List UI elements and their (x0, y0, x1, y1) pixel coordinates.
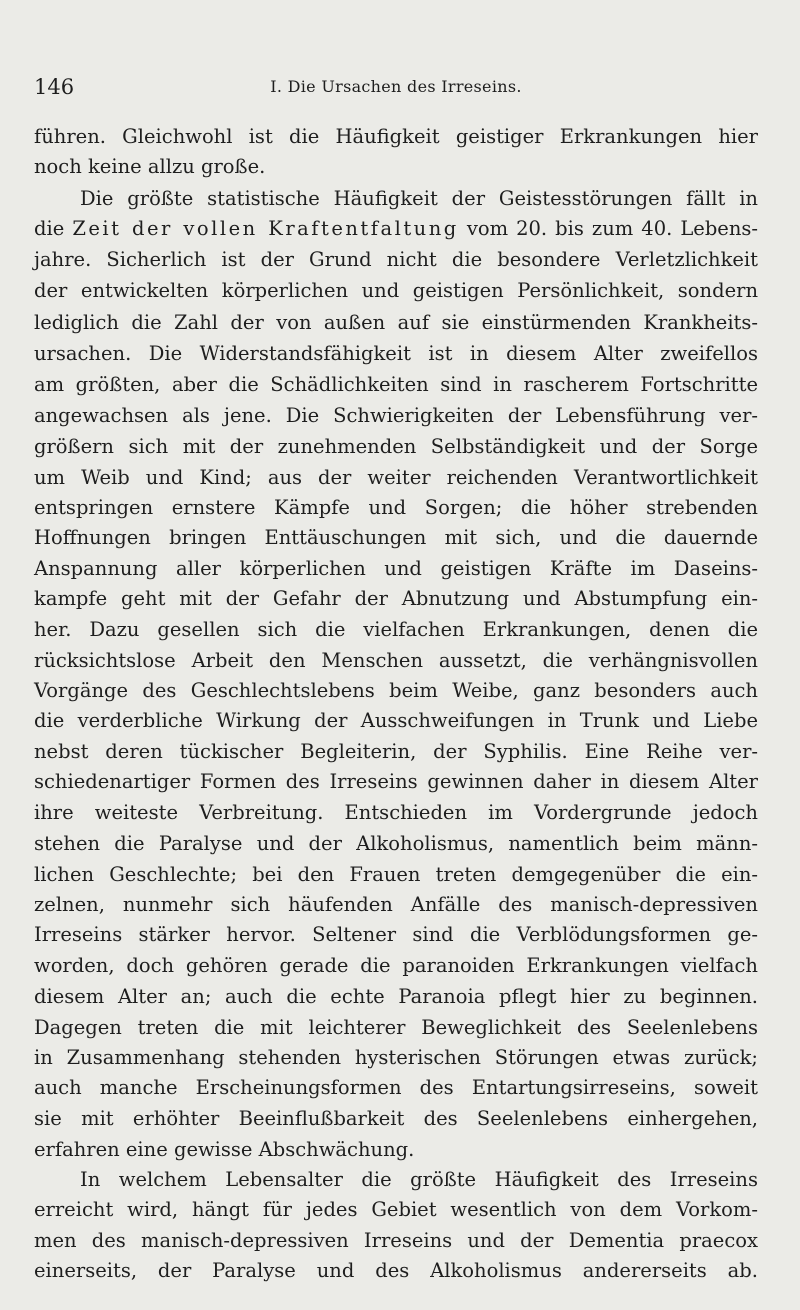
spaced-emphasis: Zeit der vollen Kraftentfaltung (72, 217, 459, 240)
text-line: erfahren eine gewisse Abschwächung. (34, 1138, 415, 1161)
text-line: führen. Gleichwohl ist die Häufigkeit geistiger Erkrankungen hier (34, 125, 758, 148)
text-line: ihre weiteste Verbreitung. Entschieden im Vordergrunde jedoch (34, 801, 758, 824)
text-line (34, 214, 758, 244)
text-line: her. Dazu gesellen sich die vielfachen Erkrankungen, denen die (34, 618, 758, 641)
text-line: worden, doch gehören gerade die paranoiden Erkrankungen vielfach (34, 954, 758, 977)
text-line: am größten, aber die Schädlichkeiten sind in rascherem Fortschritte (34, 373, 758, 396)
text-line: auch manche Erscheinungsformen des Entartungsirreseins, soweit (34, 1076, 758, 1099)
text-line: stehen die Paralyse und der Alkoholismus, namentlich beim männ- (34, 832, 758, 855)
running-head: I. Die Ursachen des Irreseins. (270, 77, 522, 96)
text-line: Hoffnungen bringen Enttäuschungen mit sich, und die dauernde (34, 526, 758, 549)
text-span: die (34, 217, 65, 240)
text-line: die verderbliche Wirkung der Ausschweifungen in Trunk und Liebe (34, 709, 758, 732)
text-line: Anspannung aller körperlichen und geistigen Kräfte im Daseins- (34, 557, 758, 580)
text-line: men des manisch-depressiven Irreseins und der Dementia praecox (34, 1229, 758, 1252)
page-header (34, 75, 758, 101)
text-line: lediglich die Zahl der von außen auf sie einstürmenden Krankheits- (34, 311, 758, 334)
text-line: erreicht wird, hängt für jedes Gebiet wesentlich von dem Vorkom- (34, 1198, 758, 1221)
page-number: 146 (34, 75, 75, 99)
text-line: jahre. Sicherlich ist der Grund nicht die besondere Verletzlichkeit (34, 248, 758, 271)
text-line: entspringen ernstere Kämpfe und Sorgen; die höher strebenden (34, 496, 758, 519)
text-line: nebst deren tückischer Begleiterin, der Syphilis. Eine Reihe ver- (34, 740, 758, 763)
text-line: Vorgänge des Geschlechtslebens beim Weibe, ganz besonders auch (34, 679, 758, 702)
text-line: einerseits, der Paralyse und des Alkoholismus andererseits ab. (34, 1259, 758, 1282)
text-line: noch keine allzu große. (34, 155, 266, 178)
text-line: kampfe geht mit der Gefahr der Abnutzung und Abstumpfung ein- (34, 587, 758, 610)
text-span: vom 20. bis zum 40. Lebens- (466, 217, 759, 240)
text-line: um Weib und Kind; aus der weiter reichenden Verantwortlichkeit (34, 466, 758, 489)
text-line: größern sich mit der zunehmenden Selbständigkeit und der Sorge (34, 435, 758, 458)
text-line: Dagegen treten die mit leichterer Beweglichkeit des Seelenlebens (34, 1016, 758, 1039)
text-line: angewachsen als jene. Die Schwierigkeiten der Lebensführung ver- (34, 404, 758, 427)
text-line: diesem Alter an; auch die echte Paranoia pflegt hier zu beginnen. (34, 985, 758, 1008)
text-line: lichen Geschlechte; bei den Frauen treten demgegenüber die ein- (34, 863, 758, 886)
text-line: sie mit erhöhter Beeinflußbarkeit des Seelenlebens einhergehen, (34, 1107, 758, 1130)
text-line: ursachen. Die Widerstandsfähigkeit ist in diesem Alter zweifellos (34, 342, 758, 365)
text-line: Irreseins stärker hervor. Seltener sind die Verblödungsformen ge- (34, 923, 758, 946)
text-line: zelnen, nunmehr sich häufenden Anfälle des manisch-depressiven (34, 893, 758, 916)
text-line: schiedenartiger Formen des Irreseins gewinnen daher in diesem Alter (34, 770, 758, 793)
text-line: In welchem Lebensalter die größte Häufigkeit des Irreseins (80, 1168, 758, 1191)
text-line: in Zusammenhang stehenden hysterischen Störungen etwas zurück; (34, 1046, 758, 1069)
text-line: der entwickelten körperlichen und geistigen Persönlichkeit, sondern (34, 279, 758, 302)
text-line: rücksichtslose Arbeit den Menschen aussetzt, die verhängnisvollen (34, 649, 758, 672)
text-line: Die größte statistische Häufigkeit der Geistesstörungen fällt in (80, 187, 758, 210)
